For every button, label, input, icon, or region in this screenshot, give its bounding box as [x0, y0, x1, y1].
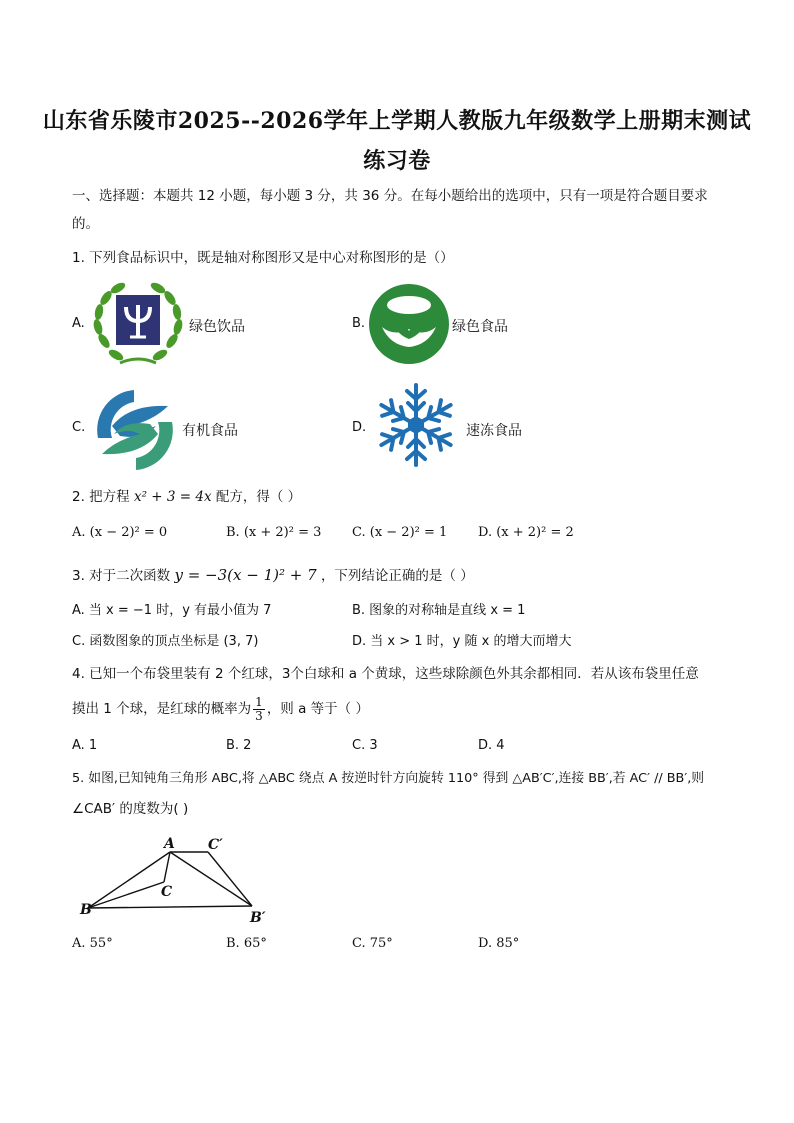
- q4-stem-suffix: ，则 a 等于（ ）: [266, 701, 369, 717]
- q4-stem-prefix: 摸出 1 个球，是红球的概率为: [72, 701, 252, 717]
- fraction-denominator: 3: [255, 708, 263, 723]
- q1-option-c-label: 有机食品: [182, 423, 238, 439]
- q3-option-c: C. 函数图象的顶点坐标是 (3, 7): [72, 634, 259, 649]
- q1-option-d-label: 速冻食品: [466, 423, 522, 439]
- question-3-stem: [72, 565, 722, 586]
- q3-stem-suffix: ，下列结论正确的是（ ）: [320, 568, 474, 584]
- vertex-b-label: B: [80, 902, 92, 918]
- question-2-stem: [72, 487, 722, 507]
- q4-option-b: B. 2: [226, 738, 252, 753]
- q2-option-b: B. (x + 2)² = 3: [226, 525, 322, 540]
- q1-option-c-letter: C.: [72, 420, 86, 435]
- q3-function: y = −3(x − 1)² + 7: [174, 566, 317, 584]
- q2-equation: x² + 3 = 4x: [133, 489, 212, 505]
- question-5-stem-line2: ∠CAB′ 的度数为( ): [72, 801, 189, 817]
- page-title-line2: 练习卷: [363, 148, 431, 174]
- q2-stem-suffix: 配方，得（ ）: [215, 489, 302, 505]
- q5-option-b: B. 65°: [226, 936, 267, 951]
- q1-option-a-label: 绿色饮品: [189, 319, 245, 335]
- q2-option-d: D. (x + 2)² = 2: [478, 525, 574, 540]
- green-food-emblem-icon: [368, 283, 450, 365]
- q1-option-b-label: 绿色食品: [452, 319, 508, 335]
- question-5-stem-line1: 5. 如图,已知钝角三角形 ABC,将 △ABC 绕点 A 按逆时针方向旋转 110° 得到 △AB′C′,连接 BB′,若 AC′ // BB′,则: [72, 771, 705, 786]
- q1-option-d-letter: D.: [352, 420, 367, 435]
- q2-option-c: C. (x − 2)² = 1: [352, 525, 448, 540]
- q5-option-c: C. 75°: [352, 936, 393, 951]
- vertex-c-prime-label: C′: [208, 837, 223, 853]
- q1-option-a-letter: A.: [72, 316, 85, 331]
- rotation-triangle-figure: [72, 830, 272, 926]
- question-1-stem: 1. 下列食品标识中，既是轴对称图形又是中心对称图形的是（）: [72, 250, 454, 266]
- q4-option-d: D. 4: [478, 738, 505, 753]
- snowflake-icon: [372, 381, 460, 469]
- vertex-a-label: A: [164, 836, 175, 852]
- question-4-stem-line2: [72, 694, 722, 724]
- question-4-stem-line1: 4. 已知一个布袋里装有 2 个红球，3个白球和 a 个黄球，这些球除颜色外其余都相同．若从该布袋里任意: [72, 666, 699, 682]
- q3-stem-prefix: 3. 对于二次函数: [72, 568, 171, 584]
- section-intro: 一、选择题：本题共 12 小题，每小题 3 分，共 36 分。在每小题给出的选项中，只有一项是符合题目要求: [72, 188, 708, 204]
- q5-option-d: D. 85°: [478, 936, 520, 951]
- vertex-c-label: C: [161, 884, 173, 900]
- fraction-numerator: 1: [255, 694, 263, 709]
- q4-option-a: A. 1: [72, 738, 98, 753]
- q2-stem-prefix: 2. 把方程: [72, 489, 130, 505]
- q5-option-a: A. 55°: [72, 936, 113, 951]
- q3-option-d: D. 当 x > 1 时，y 随 x 的增大而增大: [352, 634, 572, 649]
- probability-fraction: [253, 696, 265, 723]
- page-title: 山东省乐陵市2025--2026学年上学期人教版九年级数学上册期末测试: [42, 108, 752, 134]
- q3-option-b: B. 图象的对称轴是直线 x = 1: [352, 603, 526, 618]
- q3-option-a: A. 当 x = −1 时，y 有最小值为 7: [72, 603, 272, 618]
- section-intro-continued: 的。: [72, 216, 99, 232]
- q2-option-a: A. (x − 2)² = 0: [72, 525, 168, 540]
- laurel-wreath-cup-icon: [90, 279, 186, 369]
- q4-option-c: C. 3: [352, 738, 378, 753]
- q1-option-b-letter: B.: [352, 316, 366, 331]
- vertex-b-prime-label: B′: [250, 910, 266, 926]
- organic-hands-icon: [90, 386, 180, 474]
